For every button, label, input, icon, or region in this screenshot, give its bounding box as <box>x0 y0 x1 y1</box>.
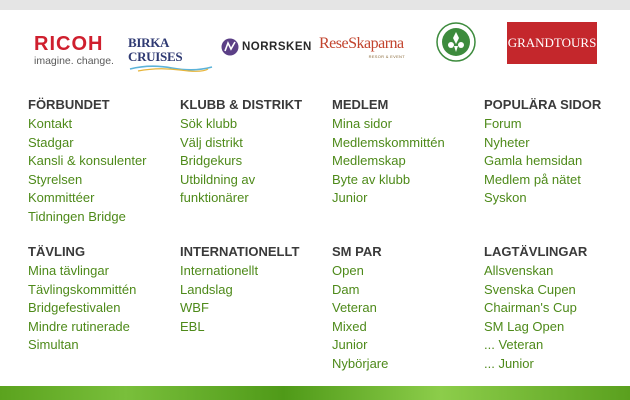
footer-link-forum[interactable]: Forum <box>484 116 522 131</box>
footer-column-populara-sidor <box>484 96 629 208</box>
norrsken-wordmark: NORRSKEN <box>242 41 312 53</box>
column-heading: POPULÄRA SIDOR <box>484 97 602 112</box>
bridge-federation-logo[interactable] <box>436 22 476 62</box>
footer-column-internationellt <box>180 243 325 336</box>
footer-link-tavlingskommitten[interactable]: Tävlingskommittén <box>28 281 137 297</box>
footer-column-lagtavlingar <box>484 243 629 374</box>
footer-link-allsvenskan[interactable]: Allsvenskan <box>484 263 554 278</box>
column-heading: KLUBB & DISTRIKT <box>180 97 303 112</box>
footer-link-dam[interactable]: Dam <box>332 281 360 297</box>
footer-link-nyheter[interactable]: Nyheter <box>484 134 530 150</box>
footer-link-kommitteer[interactable]: Kommittéer <box>28 190 95 206</box>
footer-link-kontakt[interactable]: Kontakt <box>28 116 73 131</box>
footer-link-medlem-pa-natet[interactable]: Medlem på nätet <box>484 171 581 187</box>
column-heading: TÄVLING <box>28 244 86 259</box>
column-heading: LAGTÄVLINGAR <box>484 244 588 259</box>
footer-link-valj-distrikt[interactable]: Välj distrikt <box>180 134 243 150</box>
footer-link-mixed[interactable]: Mixed <box>332 318 367 334</box>
footer-link-tidningen-bridge[interactable]: Tidningen Bridge <box>28 208 126 224</box>
footer-column-klubb-distrikt <box>180 96 325 208</box>
column-heading: MEDLEM <box>332 97 389 112</box>
footer-link-open[interactable]: Open <box>332 263 364 278</box>
footer-link-lag-veteran[interactable]: ... Veteran <box>484 337 544 353</box>
top-bar <box>0 0 630 10</box>
footer-link-medlemskommitten[interactable]: Medlemskommittén <box>332 134 445 150</box>
birka-cruises-logo[interactable] <box>128 36 216 72</box>
ricoh-logo[interactable] <box>34 34 124 67</box>
ricoh-tagline: imagine. change. <box>34 55 114 67</box>
footer-link-byte-av-klubb[interactable]: Byte av klubb <box>332 171 411 187</box>
grand-tours-wordmark: GRANDTOURS <box>507 35 597 50</box>
column-heading: FÖRBUNDET <box>28 97 110 112</box>
footer-link-sok-klubb[interactable]: Sök klubb <box>180 116 238 131</box>
rese-skaparna-wordmark: ReseSkaparna <box>319 35 404 52</box>
footer-link-funktionarer[interactable]: funktionärer <box>180 190 249 206</box>
ricoh-wordmark: RICOH <box>34 33 104 55</box>
footer-link-simultan[interactable]: Simultan <box>28 337 79 353</box>
footer-link-svenska-cupen[interactable]: Svenska Cupen <box>484 281 576 297</box>
footer-link-medlemskap[interactable]: Medlemskap <box>332 153 406 169</box>
footer-link-mina-sidor[interactable]: Mina sidor <box>332 116 392 131</box>
footer-link-utbildning[interactable]: Utbildning av <box>180 171 256 187</box>
birka-wave-icon <box>128 64 214 72</box>
rese-skaparna-subline: RESOR & EVENT <box>368 54 405 59</box>
footer-link-internationellt[interactable]: Internationellt <box>180 263 259 278</box>
footer-link-chairmans-cup[interactable]: Chairman's Cup <box>484 300 577 316</box>
footer-column-medlem <box>332 96 477 208</box>
footer-link-mindre-rutinerade[interactable]: Mindre rutinerade <box>28 318 130 334</box>
footer-link-gamla-hemsidan[interactable]: Gamla hemsidan <box>484 153 583 169</box>
footer-link-veteran[interactable]: Veteran <box>332 300 377 316</box>
footer-link-sm-lag-open[interactable]: SM Lag Open <box>484 318 565 334</box>
footer-link-junior[interactable]: Junior <box>332 337 368 353</box>
footer-link-mina-tavlingar[interactable]: Mina tävlingar <box>28 263 109 278</box>
footer-link-syskon[interactable]: Syskon <box>484 190 527 206</box>
footer-link-lag-junior[interactable]: ... Junior <box>484 355 534 371</box>
norrsken-emblem-icon <box>221 38 239 56</box>
sponsor-logos <box>0 18 630 72</box>
footer-column-sm-par <box>332 243 477 374</box>
footer-link-nyborjare[interactable]: Nybörjare <box>332 355 389 371</box>
birka-wordmark: BIRKA CRUISES <box>128 35 183 64</box>
footer-link-bridgekurs[interactable]: Bridgekurs <box>180 153 243 169</box>
footer-link-ebl[interactable]: EBL <box>180 318 205 334</box>
footer-link-bridgefestivalen[interactable]: Bridgefestivalen <box>28 300 121 316</box>
footer-link-junior[interactable]: Junior <box>332 190 368 206</box>
column-heading: INTERNATIONELLT <box>180 244 300 259</box>
footer-column-forbundet <box>28 96 173 227</box>
bridge-badge-icon <box>436 22 476 62</box>
footer-link-kansli[interactable]: Kansli & konsulenter <box>28 153 147 169</box>
rese-skaparna-logo[interactable] <box>319 34 405 59</box>
grand-tours-logo[interactable] <box>507 22 597 64</box>
footer-green-bar <box>0 386 630 400</box>
footer-link-stadgar[interactable]: Stadgar <box>28 134 74 150</box>
norrsken-logo[interactable] <box>221 38 313 58</box>
footer-link-styrelsen[interactable]: Styrelsen <box>28 171 83 187</box>
footer-link-wbf[interactable]: WBF <box>180 300 209 316</box>
footer-link-landslag[interactable]: Landslag <box>180 281 233 297</box>
column-heading: SM PAR <box>332 244 382 259</box>
footer-column-tavling <box>28 243 173 355</box>
